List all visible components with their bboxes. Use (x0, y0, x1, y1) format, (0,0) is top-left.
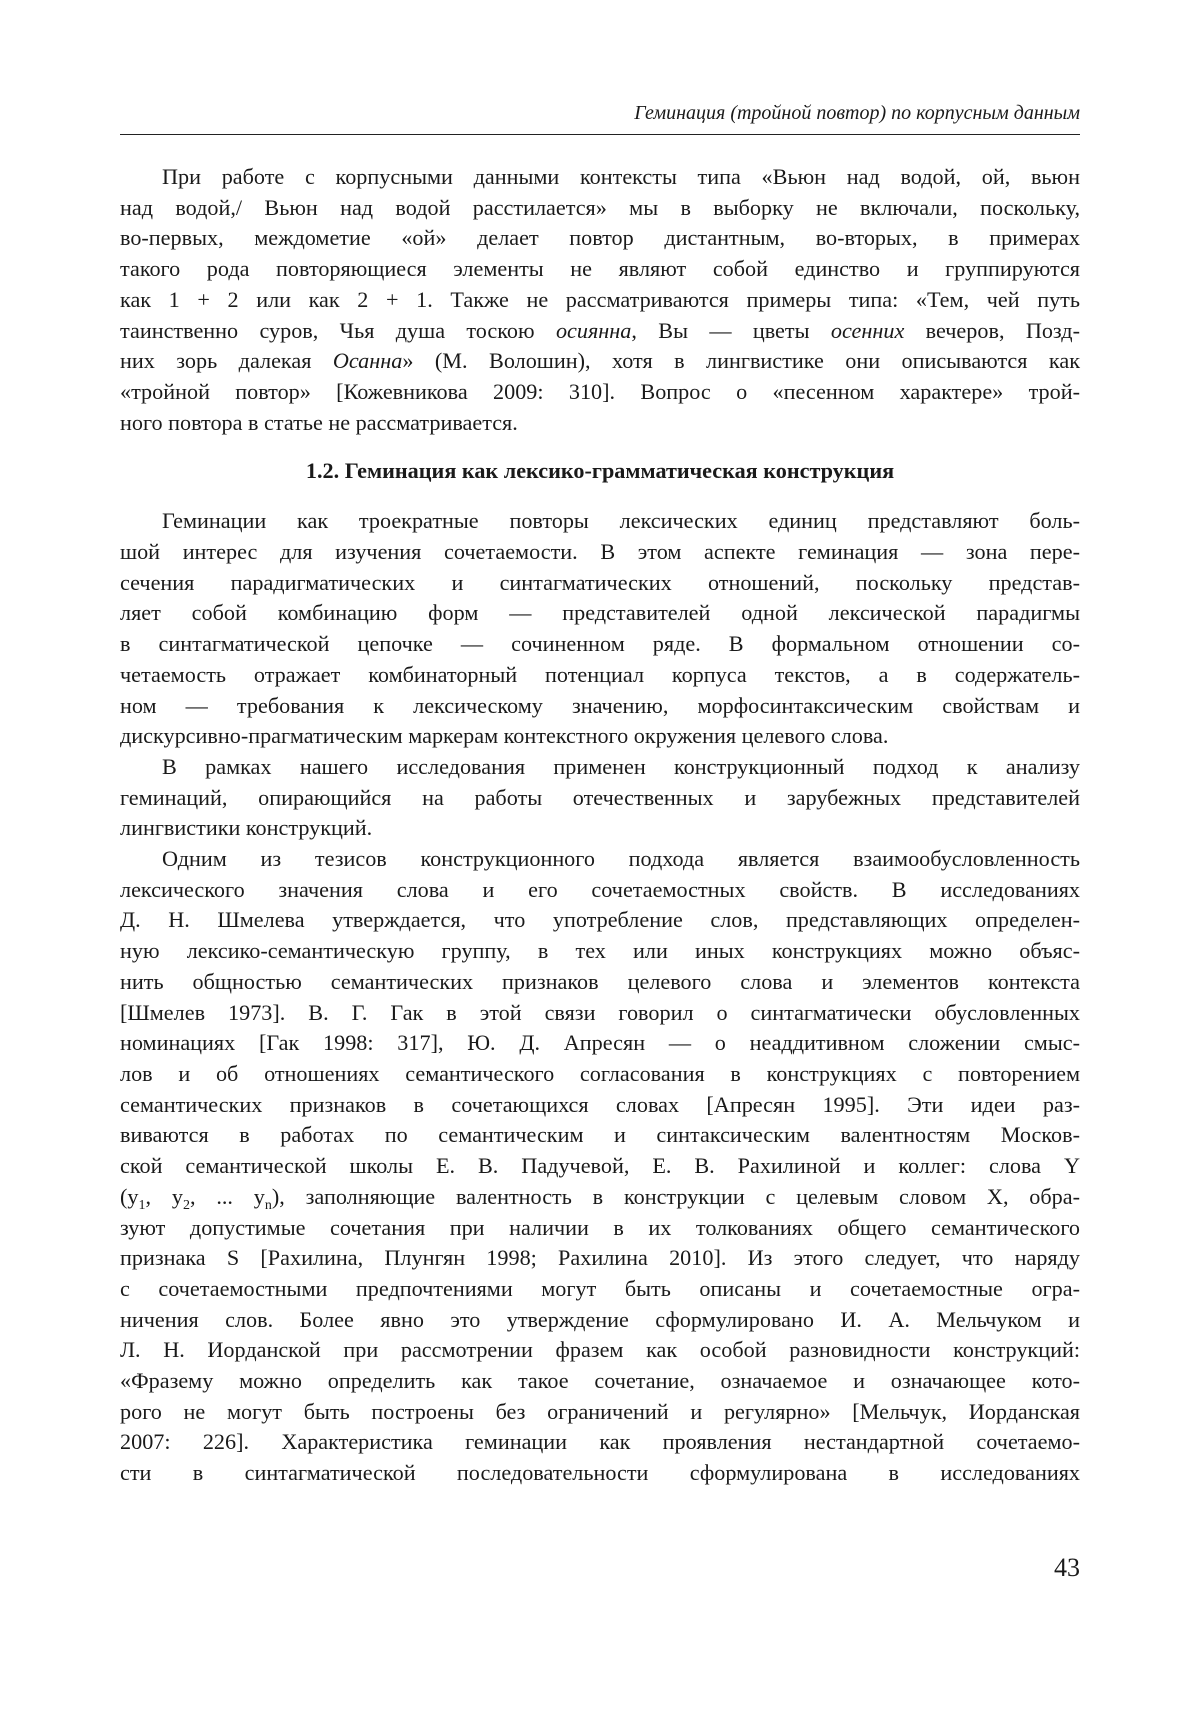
text-line: нить общностью семантических признаков целевого слова и элементов контекста (120, 968, 1080, 994)
text-line: ную лексико-семантическую группу, в тех или иных конструкциях можно объяс- (120, 938, 1080, 964)
text-line: ничения слов. Более явно это утверждение сформулировано И. А. Мельчуком и (120, 1306, 1080, 1332)
text-line: номинациях [Гак 1998: 317], Ю. Д. Апресян — о неаддитивном сложении смыс- (120, 1030, 1080, 1056)
text-line: Л. Н. Иорданской при рассмотрении фразем как особой разновидности конструкций: (120, 1337, 1080, 1363)
text-line: как 1 + 2 или как 2 + 1. Также не рассматриваются примеры типа: «Тем, чей путь (120, 286, 1080, 312)
text-line: признака S [Рахилина, Плунгян 1998; Рахилина 2010]. Из этого следует, что наряду (120, 1245, 1080, 1271)
text-line: ного повтора в статье не рассматривается. (120, 409, 518, 435)
text-line: ской семантической школы Е. В. Падучевой, Е. В. Рахилиной и коллег: слова Y (120, 1153, 1080, 1179)
text-line: сти в синтагматической последовательности сформулирована в исследованиях (120, 1460, 1080, 1486)
text-line: [Шмелев 1973]. В. Г. Гак в этой связи говорил о синтагматически обусловленных (120, 999, 1080, 1025)
paragraph-4 (120, 844, 1080, 1489)
subscript: 1 (138, 1197, 146, 1213)
text-fragment: (y (120, 1183, 139, 1209)
text-line: во-первых, междометие «ой» делает повтор дистантным, во-вторых, в примерах (120, 225, 1080, 251)
text-line: в синтагматической цепочке — сочиненном ряде. В формальном отношении со- (120, 631, 1080, 657)
subscript: n (264, 1197, 272, 1213)
text-line: ляет собой комбинацию форм — представителей одной лексической парадигмы (120, 600, 1080, 626)
section-heading: 1.2. Геминация как лексико-грамматическая конструкция (305, 458, 895, 484)
italic-term: Осанна (332, 348, 403, 374)
italic-term: осиянна (555, 317, 632, 343)
italic-term: осенних (830, 317, 905, 343)
text-line: Одним из тезисов конструкционного подхода является взаимообусловленность (162, 846, 1080, 872)
text-line: При работе с корпусными данными контексты типа «Вьюн над водой, ой, вьюн (162, 164, 1080, 189)
paragraph-2 (120, 506, 1080, 752)
text-line: сечения парадигматических и синтагматических отношений, поскольку представ- (120, 569, 1080, 595)
text-fragment: » (М. Волошин), хотя в лингвистике они описываются как (402, 348, 1080, 374)
text-line: рого не могут быть построены без ограничений и регулярно» [Мельчук, Иорданская (120, 1398, 1080, 1424)
text-fragment: , Вы — цветы (631, 317, 831, 343)
text-fragment: таинственно суров, Чья душа тоскою (120, 317, 556, 343)
text-line (120, 346, 1080, 377)
text-line: виваются в работах по семантическим и синтаксическим валентностям Москов- (120, 1122, 1080, 1148)
text-line: В рамках нашего исследования применен конструкционный подход к анализу (162, 753, 1080, 779)
text-line: геминаций, опирающийся на работы отечественных и зарубежных представителей (120, 784, 1080, 810)
text-line: над водой,/ Вьюн над водой расстилается» мы в выборку не включали, поскольку, (120, 194, 1080, 220)
text-line: такого рода повторяющиеся элементы не являют собой единство и группируются (120, 256, 1080, 282)
text-fragment: вечеров, Позд- (904, 317, 1080, 343)
text-line: Д. Н. Шмелева утверждается, что употребление слов, представляющих определен- (120, 907, 1080, 933)
running-head: Геминация (тройной повтор) по корпусным данным (634, 102, 1080, 124)
text-line: лексического значения слова и его сочетаемостных свойств. В исследованиях (120, 876, 1080, 902)
paragraph-3 (120, 752, 1080, 844)
text-line: лингвистики конструкций. (120, 815, 373, 841)
text-line (120, 316, 1080, 347)
text-line: семантических признаков в сочетающихся словах [Апресян 1995]. Эти идеи раз- (120, 1091, 1080, 1117)
text-line: Геминации как троекратные повторы лексических единиц представляют боль- (162, 508, 1080, 534)
text-line: с сочетаемостными предпочтениями могут быть описаны и сочетаемостные огра- (120, 1275, 1080, 1301)
subscript: 2 (182, 1197, 190, 1213)
text-line: ном — требования к лексическому значению, морфосинтаксическим свойствам и (120, 692, 1080, 718)
body-text (120, 162, 1080, 1489)
text-fragment: , y (145, 1183, 183, 1209)
text-line: лов и об отношениях семантического согласования в конструкциях с повторением (120, 1060, 1080, 1086)
text-line: зуют допустимые сочетания при наличии в их толкованиях общего семантического (120, 1214, 1080, 1240)
text-line: шой интерес для изучения сочетаемости. В этом аспекте геминация — зона пере- (120, 539, 1080, 565)
paragraph-1 (120, 162, 1080, 438)
text-line: «Фразему можно определить как такое сочетание, означаемое и означающее кото- (120, 1368, 1080, 1394)
text-line-with-subscripts (120, 1182, 1080, 1213)
text-fragment: них зорь далекая (120, 348, 333, 374)
header-rule (120, 134, 1080, 135)
text-line: четаемость отражает комбинаторный потенциал корпуса текстов, а в содержатель- (120, 661, 1080, 687)
page-number: 43 (1054, 1553, 1080, 1582)
text-line: дискурсивно-прагматическим маркерам контекстного окружения целевого слова. (120, 723, 889, 749)
text-line: «тройной повтор» [Кожевникова 2009: 310]. Вопрос о «песенном характере» трой- (120, 378, 1080, 404)
text-fragment: , ... y (189, 1183, 265, 1209)
text-fragment: ), заполняющие валентность в конструкции с целевым словом X, обра- (271, 1183, 1081, 1209)
text-line: 2007: 226]. Характеристика геминации как проявления нестандартной сочетаемо- (120, 1429, 1080, 1455)
